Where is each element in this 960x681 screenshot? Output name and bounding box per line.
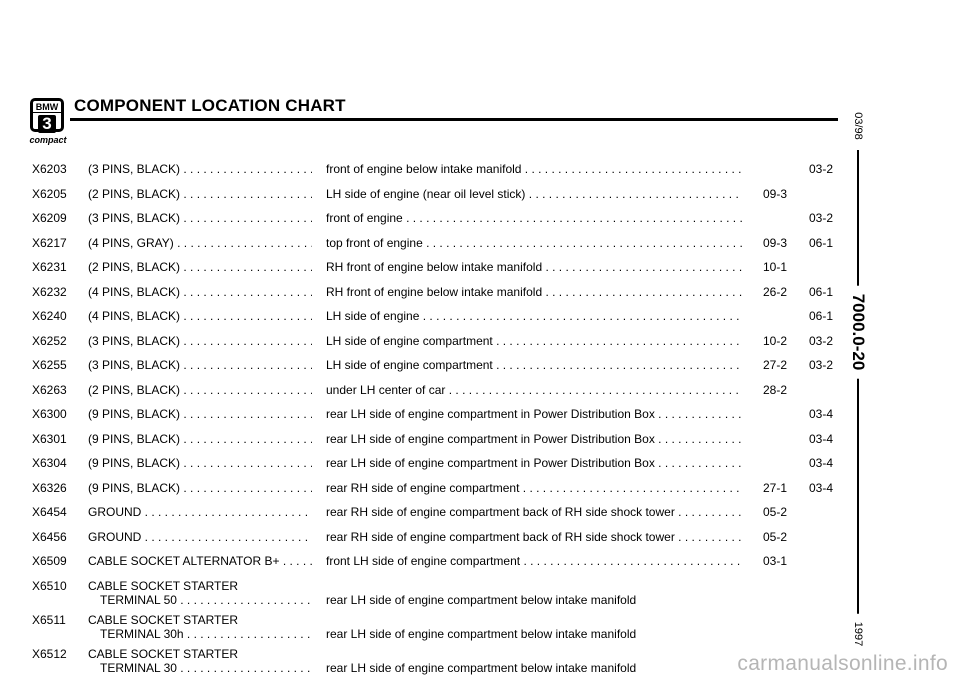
table-row — [0, 456, 960, 481]
connector-location: front of engine . . . — [326, 211, 742, 225]
table-row — [0, 334, 960, 359]
table-row — [0, 309, 960, 334]
grid-ref-2: 03-4 — [809, 431, 834, 446]
connector-description: (9 PINS, BLACK) . . . — [88, 407, 312, 421]
page-title: COMPONENT LOCATION CHART — [74, 96, 346, 115]
connector-description: (4 PINS, BLACK) . . . — [88, 309, 312, 323]
watermark: carmanualsonline.info — [737, 652, 948, 675]
table-row — [0, 260, 960, 285]
connector-terminal: TERMINAL 30h . . . — [100, 627, 312, 641]
connector-location: LH side of engine (near oil level stick) . . . — [326, 187, 742, 201]
connector-description: (9 PINS, BLACK) . . . — [88, 432, 312, 446]
connector-description: GROUND . . . — [88, 530, 312, 544]
connector-location: LH side of engine compartment . . . — [326, 334, 742, 348]
grid-ref-2: 03-4 — [809, 456, 834, 470]
side-date: 03/98 — [852, 104, 864, 148]
grid-ref-2: 06-1 — [809, 309, 834, 323]
connector-description: (2 PINS, BLACK) . . . — [88, 260, 312, 274]
logo-brand-text: BMW — [33, 102, 61, 113]
connector-description: (2 PINS, BLACK) . . . — [88, 187, 312, 201]
connector-terminal: TERMINAL 30 . . . — [100, 661, 312, 675]
connector-id: X6509 — [32, 554, 67, 568]
connector-description: (3 PINS, BLACK) . . . — [88, 334, 312, 348]
table-row — [0, 162, 960, 187]
logo-sub-text: compact — [29, 135, 67, 145]
grid-ref-1: 09-3 — [763, 235, 788, 250]
grid-ref-1: 10-1 — [763, 260, 788, 274]
connector-description: CABLE SOCKET STARTER — [88, 612, 239, 627]
connector-description: (9 PINS, BLACK) . . . — [88, 456, 312, 470]
connector-location: top front of engine . . . — [326, 236, 742, 250]
table-row — [0, 613, 960, 647]
connector-id: X6510 — [32, 578, 67, 593]
connector-id: X6231 — [32, 260, 67, 274]
grid-ref-1: 05-2 — [763, 529, 788, 544]
connector-id: X6255 — [32, 358, 67, 372]
connector-id: X6326 — [32, 480, 67, 495]
connector-description: GROUND . . . — [88, 505, 312, 519]
connector-location: front of engine below intake manifold . . . — [326, 162, 742, 176]
connector-id: X6304 — [32, 456, 67, 470]
connector-location: rear LH side of engine compartment below intake manifold — [326, 592, 637, 607]
connector-location: rear LH side of engine compartment in Power Distribution Box . . . — [326, 432, 742, 446]
connector-location: RH front of engine below intake manifold . . . — [326, 285, 742, 299]
grid-ref-2: 03-4 — [809, 480, 834, 495]
table-row — [0, 211, 960, 236]
connector-location: front LH side of engine compartment . . . — [326, 554, 742, 568]
connector-description: (9 PINS, BLACK) . . . — [88, 481, 312, 495]
grid-ref-1: 09-3 — [763, 186, 788, 201]
connector-id: X6454 — [32, 505, 67, 519]
connector-description: (3 PINS, BLACK) . . . — [88, 211, 312, 225]
connector-location: LH side of engine compartment . . . — [326, 358, 742, 372]
grid-ref-1: 10-2 — [763, 333, 788, 348]
connector-location: rear RH side of engine compartment . . . — [326, 481, 742, 495]
grid-ref-2: 03-2 — [809, 333, 834, 348]
connector-id: X6203 — [32, 162, 67, 176]
grid-ref-2: 03-2 — [809, 162, 834, 176]
table-row — [0, 505, 960, 530]
connector-location: rear LH side of engine compartment in Power Distribution Box . . . — [326, 407, 742, 421]
connector-location: LH side of engine . . . — [326, 309, 742, 323]
bmw-logo — [30, 98, 64, 132]
grid-ref-1: 05-2 — [763, 505, 788, 519]
connector-description: (3 PINS, BLACK) . . . — [88, 358, 312, 372]
grid-ref-2: 03-2 — [809, 358, 834, 372]
table-row — [0, 236, 960, 261]
connector-description: (3 PINS, BLACK) . . . — [88, 162, 312, 176]
table-row — [0, 407, 960, 432]
connector-location: rear LH side of engine compartment in Power Distribution Box . . . — [326, 456, 742, 470]
grid-ref-1: 27-1 — [763, 480, 788, 495]
connector-description: CABLE SOCKET STARTER — [88, 578, 239, 593]
table-row — [0, 579, 960, 613]
connector-id: X6240 — [32, 309, 67, 323]
connector-location: rear LH side of engine compartment below intake manifold — [326, 626, 637, 641]
connector-location: rear RH side of engine compartment back of RH side shock tower . . . — [326, 505, 742, 519]
logo-model-text: 3 — [38, 115, 56, 133]
table-row — [0, 432, 960, 457]
connector-id: X6300 — [32, 407, 67, 421]
side-page-number: 7000.0-20 — [848, 286, 868, 379]
connector-description: (2 PINS, BLACK) . . . — [88, 383, 312, 397]
connector-location: under LH center of car . . . — [326, 383, 742, 397]
connector-id: X6511 — [32, 612, 66, 627]
grid-ref-2: 06-1 — [809, 235, 834, 250]
connector-description: (4 PINS, BLACK) . . . — [88, 285, 312, 299]
connector-id: X6232 — [32, 284, 67, 299]
connector-id: X6512 — [32, 646, 67, 661]
connector-id: X6209 — [32, 211, 67, 225]
connector-description: CABLE SOCKET ALTERNATOR B+ . . . — [88, 554, 312, 568]
header-rule — [70, 118, 838, 121]
grid-ref-2: 03-4 — [809, 407, 834, 421]
connector-id: X6205 — [32, 186, 67, 201]
grid-ref-1: 27-2 — [763, 358, 788, 372]
connector-id: X6301 — [32, 431, 67, 446]
connector-id: X6263 — [32, 382, 67, 397]
table-row — [0, 358, 960, 383]
connector-location: RH front of engine below intake manifold . . . — [326, 260, 742, 274]
grid-ref-1: 26-2 — [763, 284, 788, 299]
table-row — [0, 530, 960, 555]
table-row — [0, 383, 960, 408]
connector-terminal: TERMINAL 50 . . . — [100, 593, 312, 607]
side-year: 1997 — [852, 614, 864, 654]
grid-ref-2: 03-2 — [809, 211, 834, 225]
connector-id: X6456 — [32, 529, 67, 544]
connector-id: X6252 — [32, 333, 67, 348]
connector-id: X6217 — [32, 235, 67, 250]
table-row — [0, 187, 960, 212]
table-row — [0, 285, 960, 310]
connector-description: (4 PINS, GRAY) . . . — [88, 236, 312, 250]
connector-location: rear LH side of engine compartment below intake manifold — [326, 660, 637, 675]
grid-ref-1: 28-2 — [763, 382, 788, 397]
table-row — [0, 554, 960, 579]
grid-ref-2: 06-1 — [809, 284, 834, 299]
location-table — [0, 162, 960, 681]
connector-location: rear RH side of engine compartment back of RH side shock tower . . . — [326, 530, 742, 544]
grid-ref-1: 03-1 — [763, 554, 788, 568]
connector-description: CABLE SOCKET STARTER — [88, 646, 239, 661]
table-row — [0, 481, 960, 506]
